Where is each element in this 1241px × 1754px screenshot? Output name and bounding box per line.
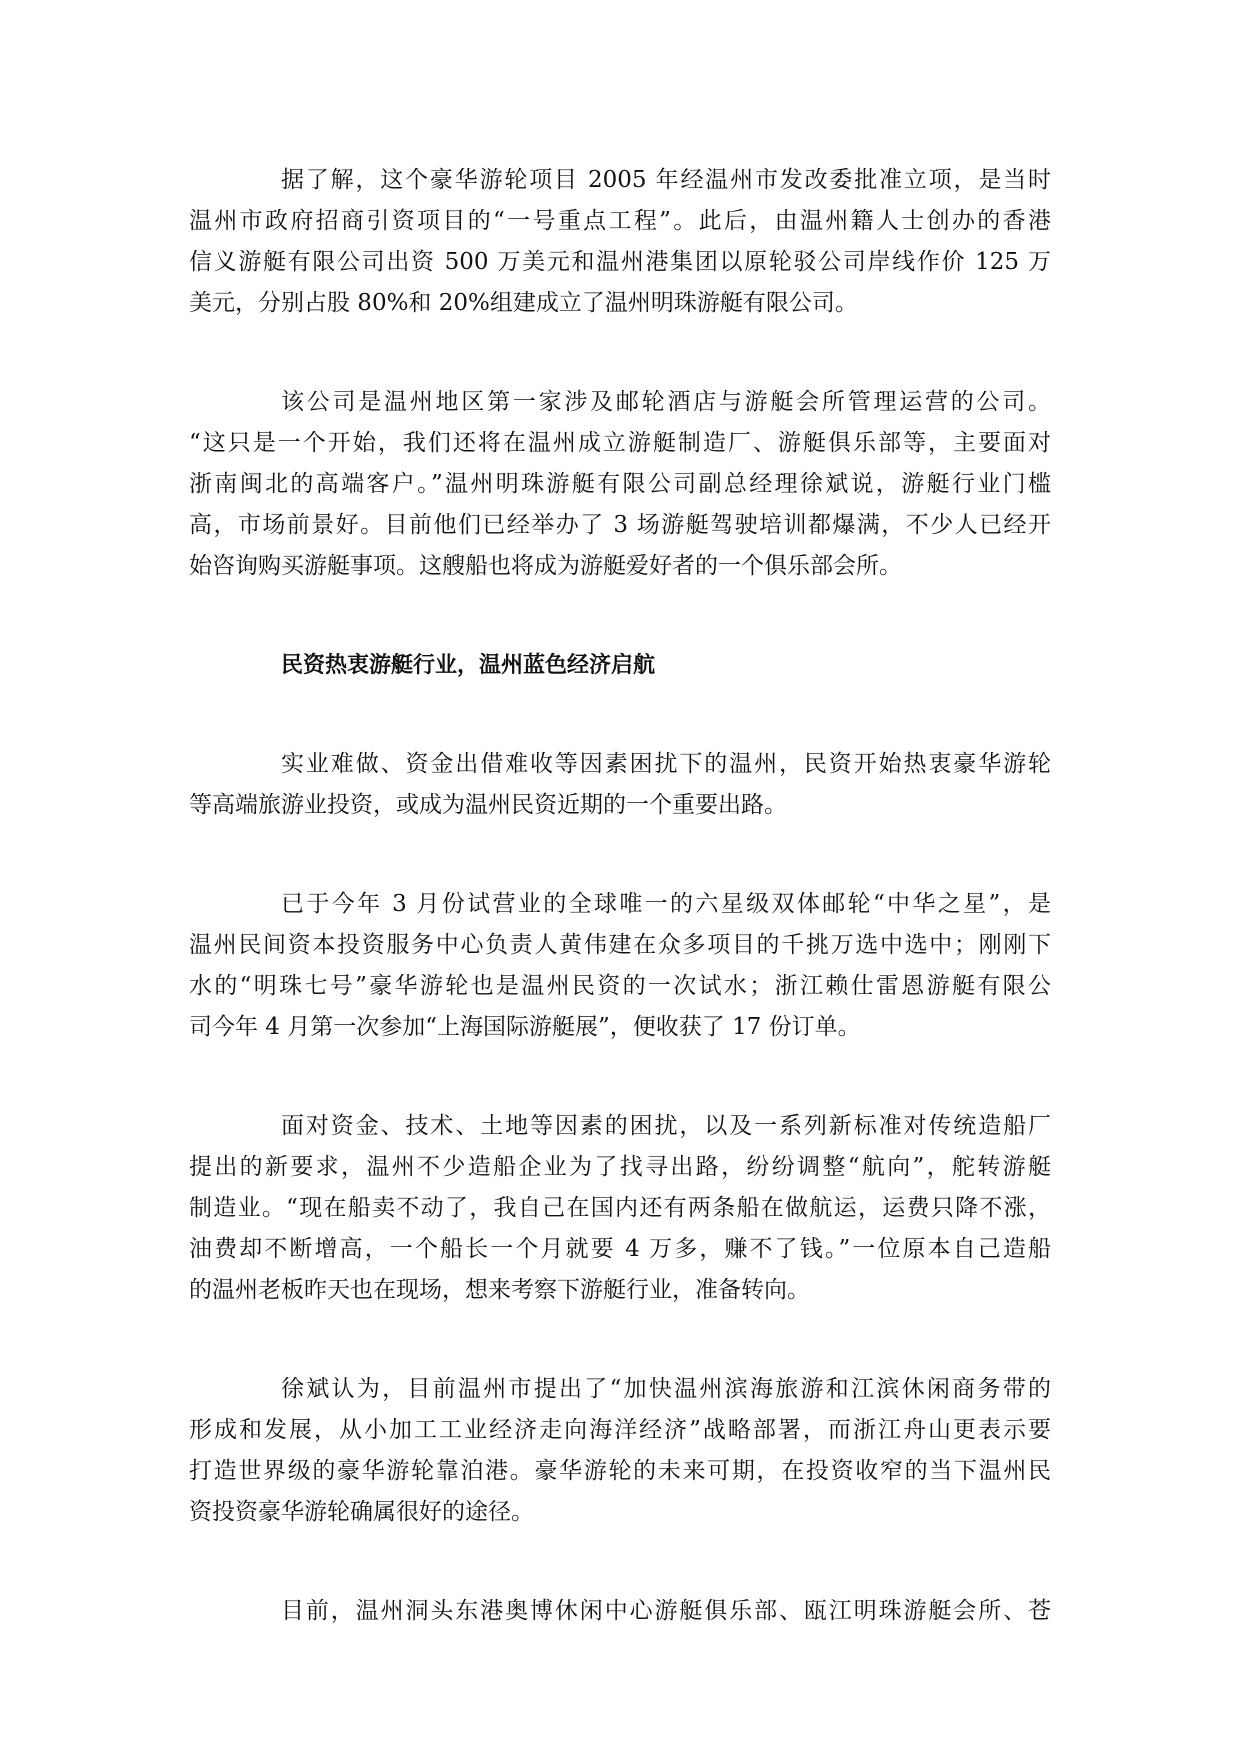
text-line: 实业难做、资金出借难收等因素困扰下的温州，民资开始热衷豪华游轮 — [281, 751, 1051, 777]
text-line: “这只是一个开始，我们还将在温州成立游艇制造厂、游艇俱乐部等，主要面对 — [189, 430, 1051, 456]
text-line: 始咨询购买游艇事项。这艘船也将成为游艇爱好者的一个俱乐部会所。 — [189, 553, 902, 579]
paragraph-xu-bin-view — [189, 1369, 1051, 1533]
paragraph-private-capital — [189, 744, 1051, 826]
paragraph-gap — [189, 686, 1051, 744]
text-line: 温州民间资本投资服务中心负责人黄伟建在众多项目的千挑万选中选中；刚刚下 — [189, 932, 1051, 958]
text-line: 信义游艇有限公司出资 500 万美元和温州港集团以原轮驳公司岸线作价 125 万 — [189, 249, 1051, 275]
text-line: 油费却不断增高，一个船长一个月就要 4 万多，赚不了钱。”一位原本自己造船 — [189, 1236, 1051, 1262]
paragraph-shipbuilders — [189, 1106, 1051, 1311]
text-line: 提出的新要求，温州不少造船企业为了找寻出路，纷纷调整“航向”，舵转游艇 — [189, 1154, 1051, 1180]
text-line: 据了解，这个豪华游轮项目 2005 年经温州市发改委批准立项，是当时 — [281, 167, 1051, 193]
text-line: 徐斌认为，目前温州市提出了“加快温州滨海旅游和江滨休闲商务带的 — [281, 1376, 1051, 1402]
text-line: 温州市政府招商引资项目的“一号重点工程”。此后，由温州籍人士创办的香港 — [189, 208, 1051, 234]
text-line: 面对资金、技术、土地等因素的困扰，以及一系列新标准对传统造船厂 — [281, 1113, 1051, 1139]
text-line: 高，市场前景好。目前他们已经举办了 3 场游艇驾驶培训都爆满，不少人已经开 — [189, 512, 1051, 538]
text-line: 美元，分别占股 80%和 20%组建成立了温州明珠游艇有限公司。 — [189, 290, 858, 316]
text-line: 形成和发展，从小加工工业经济走向海洋经济”战略部署，而浙江舟山更表示要 — [189, 1417, 1051, 1443]
paragraph-gap — [189, 826, 1051, 884]
text-line: 司今年 4 月第一次参加“上海国际游艇展”，便收获了 17 份订单。 — [189, 1014, 861, 1040]
text-line: 已于今年 3 月份试营业的全球唯一的六星级双体邮轮“中华之星”，是 — [281, 891, 1051, 917]
paragraph-gap — [189, 1311, 1051, 1369]
paragraph-gap — [189, 587, 1051, 645]
text-line: 打造世界级的豪华游轮靠泊港。豪华游轮的未来可期，在投资收窄的当下温州民 — [189, 1458, 1051, 1484]
text-line: 制造业。“现在船卖不动了，我自己在国内还有两条船在做航运，运费只降不涨， — [189, 1195, 1051, 1221]
paragraph-cruise-examples — [189, 884, 1051, 1048]
section-heading: 民资热衷游艇行业，温州蓝色经济启航 — [281, 653, 656, 678]
paragraph-company-intro — [189, 382, 1051, 587]
text-line: 水的“明珠七号”豪华游轮也是温州民资的一次试水；浙江赖仕雷恩游艇有限公 — [189, 973, 1051, 999]
text-line: 目前，温州洞头东港奥博休闲中心游艇俱乐部、瓯江明珠游艇会所、苍 — [281, 1598, 1051, 1624]
text-line: 资投资豪华游轮确属很好的途径。 — [189, 1499, 534, 1525]
paragraph-project-approval — [189, 160, 1051, 324]
paragraph-clubs — [189, 1591, 1051, 1632]
text-line: 该公司是温州地区第一家涉及邮轮酒店与游艇会所管理运营的公司。 — [281, 389, 1051, 415]
text-line: 等高端旅游业投资，或成为温州民资近期的一个重要出路。 — [189, 792, 787, 818]
text-line: 浙南闽北的高端客户。”温州明珠游艇有限公司副总经理徐斌说，游艇行业门槛 — [189, 471, 1051, 497]
text-line: 的温州老板昨天也在现场，想来考察下游艇行业，准备转向。 — [189, 1277, 810, 1303]
paragraph-gap — [189, 1048, 1051, 1106]
paragraph-gap — [189, 1533, 1051, 1591]
paragraph-gap — [189, 324, 1051, 382]
article-body — [189, 160, 1051, 1632]
